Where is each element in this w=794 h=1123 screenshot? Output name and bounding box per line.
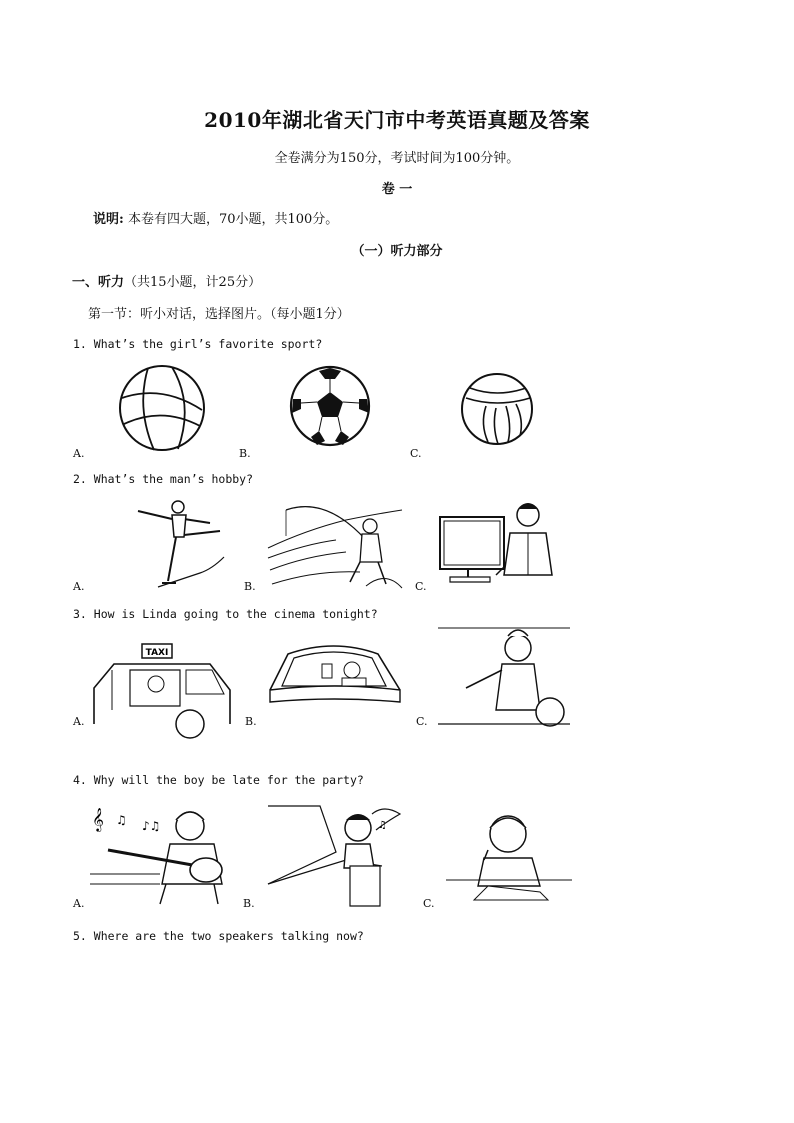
- question-5: 5. Where are the two speakers talking now?: [73, 929, 364, 943]
- instructions: [93, 208, 338, 227]
- volume-heading: 卷 一: [381, 182, 413, 197]
- taxi-sign: TAXI: [145, 648, 169, 658]
- instructions-text: 本卷有四大题，70小题，共100分。: [127, 212, 339, 227]
- section-heading-bold: 一、听力: [72, 275, 125, 290]
- computer-user-image: [438, 495, 566, 585]
- q4-option-b: B.: [243, 897, 255, 910]
- volleyball-image: [460, 372, 534, 446]
- homework-image: [444, 806, 574, 902]
- svg-text:♫: ♫: [116, 813, 127, 827]
- question-1: 1. What’s the girl’s favorite sport?: [73, 337, 323, 351]
- question-2: 2. What’s the man’s hobby?: [73, 472, 254, 486]
- question-3: 3. How is Linda going to the cinema tonight?: [73, 607, 378, 621]
- fishing-image: [266, 500, 404, 590]
- page-title: 2010年湖北省天门市中考英语真题及答案: [204, 108, 590, 132]
- question-4: 4. Why will the boy be late for the party?: [73, 773, 364, 787]
- section-heading-rest: （共15小题，计25分）: [124, 275, 262, 290]
- subsection-heading: 第一节：听小对话，选择图片。（每小题1分）: [88, 307, 350, 322]
- taxi-image: [90, 640, 232, 728]
- instructions-label: 说明:: [93, 212, 124, 227]
- q3-option-a: A.: [73, 715, 85, 728]
- listening-music-image: [266, 804, 406, 908]
- part-heading: （一）听力部分: [351, 244, 443, 259]
- svg-text:𝄞: 𝄞: [92, 807, 104, 831]
- svg-text:♫: ♫: [378, 820, 387, 831]
- bicycle-image: [436, 626, 572, 726]
- soccer-ball-image: [289, 365, 371, 447]
- q1-option-a: A.: [73, 447, 85, 460]
- q2-option-b: B.: [244, 580, 256, 593]
- basketball-image: [118, 364, 206, 452]
- q1-option-c: C.: [410, 447, 422, 460]
- q3-option-c: C.: [416, 715, 428, 728]
- exam-info: 全卷满分为150分，考试时间为100分钟。: [274, 151, 520, 166]
- section-heading: [72, 271, 261, 290]
- q4-option-a: A.: [73, 897, 85, 910]
- q2-option-a: A.: [73, 580, 85, 593]
- q4-option-c: C.: [423, 897, 435, 910]
- car-image: [268, 640, 402, 724]
- q2-option-c: C.: [415, 580, 427, 593]
- svg-text:♪♫: ♪♫: [142, 819, 161, 833]
- q3-option-b: B.: [245, 715, 257, 728]
- ice-skating-image: [128, 497, 228, 589]
- q1-option-b: B.: [239, 447, 251, 460]
- guitar-playing-image: [90, 800, 232, 906]
